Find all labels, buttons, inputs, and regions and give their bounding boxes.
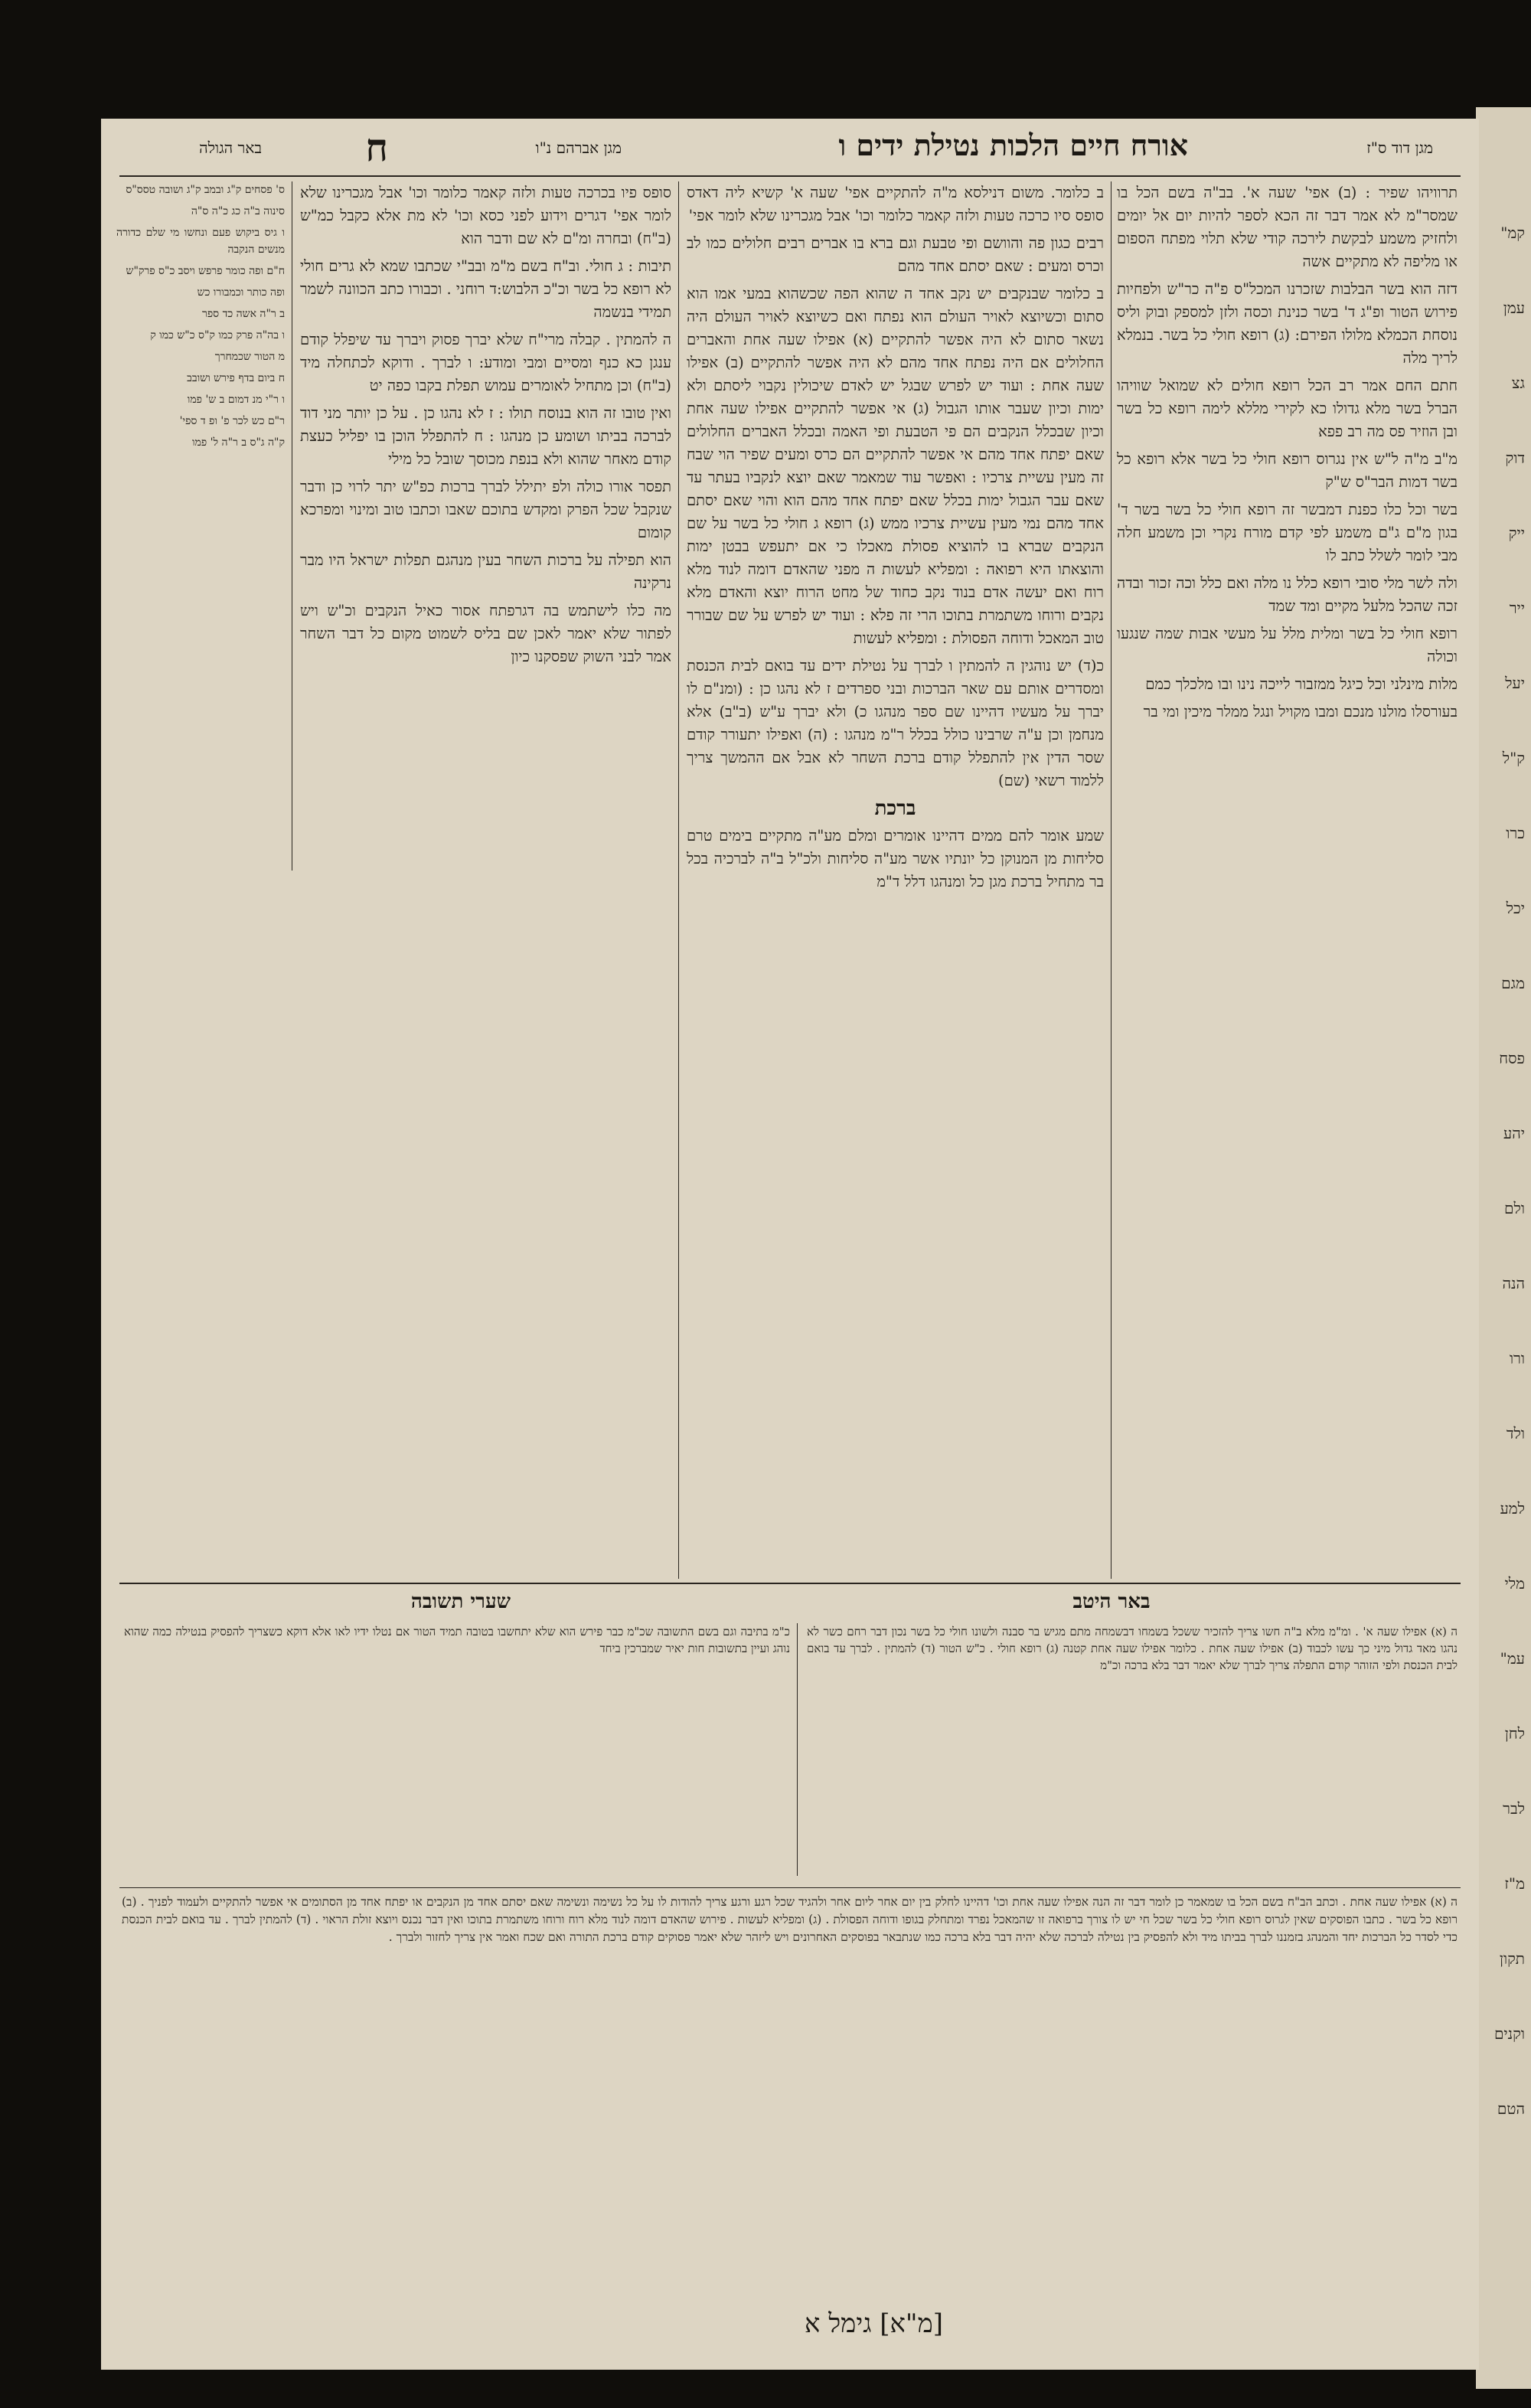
notes-divider [797,1623,798,1876]
beer-heitev-notes: ה (א) אפילו שעה א' . ומ"מ מלא ב"ה חשו צריך להזכיר ששכל בשמחו דבשמחה מתם מגיש בר סבנה ולשונו חולי כל בשר נכון דבר רחם כשר לא נהגו מאד גדול מיני כך עשו לכבוד (ב) אפילו שעה אחת . כלומר אפילו שעה אחת קטנה (ג) רופא חולי . כ"ש הטור (ד) להמתין . לברך עד בואם לבית הכנסת ולפי הזוהר קודם התפלה צריך לברך שלא יאמר דבר בלא ברכה וכ"מ [807,1625,1458,1672]
text-paragraph: ה להמתין . קבלה מרי"ח שלא יברך פסוק ויברך עד שיפלל קודם ענגן כא כנף ומסיים ומבי ומודע: ו לברך . ודוקא לכתחלה מיד (ב"ח) וכן מתחיל לאומרים עמוש תפלת בקבו כפה יט [300,331,671,394]
adjacent-page-fragment: דוק [1505,449,1525,467]
text-paragraph: ואין טובו זה הוא בנוסח תולו : ז לא נהגו כן . על כן יותר מני דוד לברכה בביתו ושומע כן מנהגו : ח להתפלל הוכן בו יפליל כעצת קודם מאחר שהוא ולא בנפת מכוסך שובל כל מילי [300,404,671,468]
adjacent-page-fragment: מלי [1504,1574,1525,1593]
column-taz [1117,181,1458,1579]
adjacent-page-fragment: גצ [1511,374,1525,392]
notes-rule [119,1583,1461,1584]
text-paragraph: ק"ה ג"ס ב ר"ה ל' פמו [192,436,285,449]
text-paragraph: רבים כגון פה והוושם ופי טבעת וגם ברא בו אברים רבים חלולים כמו לב וכרס ומעים : שאם יסתם אחד מהם [687,234,1104,275]
text-paragraph: ברכת [874,797,916,820]
text-paragraph: ח ביום בדף פירש ושובב [187,372,285,384]
adjacent-page-fragment: מ"ז [1504,1874,1525,1893]
text-paragraph: ח"ם ופה כומר פרפש ויסב כ"ס פרק"ש [126,265,285,277]
text-paragraph: תיבות : ג חולי. וב"ח בשם מ"מ ובב"י שכתבו שמא לא גרים חולי לא רופא כל בשר וכ"כ הלבוש:ד רוחני . וכבורו כתב הכוונה לשמר תמידי בנשמה [300,257,671,321]
adjacent-page-fragment: תקון [1499,1949,1525,1968]
text-paragraph: חתם החם אמר רב הכל רופא חולים לא שמואל שוויהו הברל בשר מלא גדולו כא לקירי מללא לימה רופא כל בשר ובן הוזיר פס מה רב פפא [1117,377,1458,440]
text-paragraph: מ"ב מ"ה ל"ש אין נגרוס רופא חולי כל בשר אלא רופא כל בשר דמות הבר"ס ש"ק [1117,450,1458,491]
text-paragraph: בשר וכל כלו כפנת דמבשר זה רופא חולי כל בשר בשר ד' בגון מ"ם ג"ם משמע לפי קדם מורח נקרי וכן משמע חלה מבי לומר לשלל כתב לו [1117,501,1458,564]
shaarei-teshuva-notes: כ"מ בתיבה וגם בשם התשובה שכ"מ כבר פירש הוא שלא יתחשבו בטובה תמיד הטור אם נטלו ידיו לאו אלא דוקא כשצריך להפסיק בנטילה כמה שהוא נוהג ועיין בתשובות חות יאיר שמברכין ביחד [124,1625,790,1655]
adjacent-page-fragment: ק"ל [1502,749,1525,767]
text-paragraph: תפסר אורו כולה ולפ יתילל לברך ברכות כפ"ש יתר לרוי כן ודבר שנקבל שכל הפרק ומקדש בתוכם שאבו וכתבו טוב ומינוי ומפרכא קומום [300,478,671,541]
text-paragraph: תרוויהו שפיר : (ב) אפי' שעה א'. בב"ה בשם הכל בו שמסר"מ לא אמר דבר זה הכא לספר להיות יום אל יומים ולחזיק משמע לבקשת לירכה קודי שלא תלוי מפתח הספום או מליפה לא מתקיים אשה [1117,184,1458,270]
header-magen-david-ref: מגן דוד ס"ז [1366,139,1433,157]
adjacent-page-fragment: קמ" [1500,224,1525,242]
text-paragraph: ס' פסחים ק"ג ובמב ק"ג ושובה טסס"ס [126,184,285,196]
text-paragraph: ולה לשר מלי סובי רופא כלל נו מלה ואם כלל וכה זכור ובדה זכה שהכל מלעל מקיים ומד שמד [1117,574,1458,615]
adjacent-page-fragment: יעל [1505,674,1525,692]
text-paragraph: כ(ד) יש נוהגין ה להמתין ו לברך על נטילת ידים עד בואם לבית הכנסת ומסדרים אותם עם שאר הברכות ובני ספרדים ז לא נהגו כן : (ומנ"ם לו יברך על מעשיו דהיינו שם ספר מנהגו כ) ולא יברך ע"ש (ב"ב) אלא מנחמן וכן ע"ה שרבינו כולל בכלל ר"מ מנהגו : (ה) ואפילו יתעורר קודם שסר הדין אין להתפלל קודם ברכת השחר לא אבל אם ההמשך צריך ללמוד רשאי (שם) [687,657,1104,789]
text-paragraph: ר"ם כש לכר פ' ופ ד ספי' [179,415,285,427]
text-paragraph: ב כלומר שבנקבים יש נקב אחד ה שהוא הפה שכשהוא במעי אמו הוא סתום וכשיוצא לאויר העולם הוא נפתח ואם כשיוצא לאויר העולם היה נשאר סתום לא היה אפשר להתקיים (א) אפילו שעה אחת והאברים החלולים אם היה נפתח אחד מהם לא היה אפשר להתקיים (ב) אפילו שעה אחת : ועוד יש לפרש שבגל יש לאדם שיכולין נקבוי ליסתם ולא ימות וכיון שעבר אותו הגבול (ג) אי אפשר להתקיים אפילו שעה אחת וכיון שבכלל הנקבים הם פי הטבעת ופי האמה ובכלל האברים החלולים שאם יפתח אחד מהם אי אפשר להתקיים הם כרס ומעים שפיר הוי שבח זה מעין עשיית צרכיו : ואפשר עוד שמאמר שאם יוצא לנקביו בעתר עד שאם עבר הגבול ימות בכלל שאם יפתח אחד מהם הוא והוי שאם יסתם אחד מהם נמי מעין עשיית צרכיו ממש (ג) רופא ג חולי כל בשר על שם הנקבים שברא בו להוציא פסולת מאכלו כי אם יתעפש בבטן ימות והוצאתו היא רפואה : ומפליא לעשות ה מפני שהאדם דומה לנוד מלא רוח ואם יעשה אדם בנוד נקב כחוד של מחט הרוח יוצא והאדם מלא נקבים ורוחו משתמרת בתוכו הרי זה פלא : ועוד יש לפרש על שם שבורר טוב המאכל ודוחה הפסולת : ומפליא לעשות [687,285,1104,647]
text-paragraph: מלות מינלני וכל כיגל ממזבור לייכה נינו ובו מלכלך כמם [1145,675,1458,693]
header-magen-avraham-ref: מגן אברהם נ"ו [535,139,622,157]
adjacent-page-fragment: ייר [1509,599,1525,617]
adjacent-page-fragment: לבר [1503,1799,1525,1818]
column-divider [1111,181,1112,1579]
text-paragraph: ב כלומר. משום דנילסא מ"ה להתקיים אפי' שעה א' קשיא ליה דאדס סופס סיו כרכה טעות ולזה קאמר כלומר וכו' אבל מגכרינו שלא לומר אפי' [687,184,1104,224]
text-paragraph: מ הטור שכמחרך [214,351,285,363]
text-paragraph: ו ר"י מנ דמום ב ש' פמו [187,394,285,406]
adjacent-page-fragment: למע [1500,1499,1525,1518]
header-title: אורח חיים הלכות נטילת ידים ו [838,128,1188,162]
commentary-paragraph: ה (א) אפילו שעה אחת . וכתב הב"ח בשם הכל בו שמאמר כן לומר דבר זה הנה אפילו שעה אחת וכו' דהיינו לחלק בין יום אחר ליום אחר ולהגיד שכל רגע ורגע צריך להודות לו על כל נשימה ונשימה שאם יסתם אחד מן הנקבים או יפתח אחד מן הסתומים אי אפשר להתקיים ולעמוד לפניך . (ב) רופא כל בשר . כתבו הפוסקים שאין לגרוס רופא חולי כל בשר שכל חי יש לו צורך ברפואה זו שהמאכל נפרד ומתחלק בגופו ודוחה הפסולת . (ג) ומפליא לעשות . פירוש שהאדם דומה לנוד מלא רוח ורוחו משתמרת בתוכו ואין דבר נכנס ויוצא זולת הראוי . (ד) להמתין לברך . עד בואם לבית הכנסת כדי לסדר כל הברכות יחד והמנהג בזמננו לברך בביתו מיד ולא להפסיק בין נטילה לברכה שלא יהיה דבר בלא ברכה כמו שנתבאר בפוסקים האחרונים ויש ליזהר שלא יאמר פסוקים קודם ברכת התורה ואם שכח ואמר אין צריך לחזור ולברך . [122,1895,1458,1944]
text-paragraph: הוא תפילה על ברכות השחר בעין מנהגם תפלות ישראל היו מבר נרקינה [300,551,671,592]
adjacent-page-fragment: ורו [1509,1349,1525,1367]
adjacent-page-fragment: ייק [1508,524,1525,542]
text-paragraph: סינוה ב"ה כג כ"ה ס"ה [191,205,285,217]
text-paragraph: ופה כותר וכמבורו כש [197,286,285,299]
adjacent-page-fragment: עמן [1503,299,1525,317]
long-commentary [122,1893,1458,2299]
text-paragraph: מה כלו לישתמש בה דגרפתח אסור כאיל הנקבים וכ"ש ויש לפתור שלא יאמר לאכן שם בליס לשמוט מקום כל דבר השחר אמר לבני השוק שפסקנו כיון [300,602,671,665]
adjacent-page-fragment: כרו [1506,824,1525,842]
page-signature: [מ"א] גימל א [805,2308,943,2339]
adjacent-page-fragment: עמ" [1500,1649,1525,1668]
adjacent-page-fragment: מגם [1501,974,1525,992]
text-paragraph: ו בה"ה פרק כמו ק"ס כ"ש כמו ק [150,329,285,341]
column-beer-hagolah [116,181,285,871]
text-paragraph: ו גיס ביקוש פעם ונחשו מי שלם כדורה מנשים הנקבה [116,227,285,256]
notes-rule-2 [119,1887,1461,1888]
text-paragraph: ב ר"ה אשה כד ספר [201,308,285,320]
text-paragraph: שמע אומר להם ממים דהיינו אומרים ומלם מע"ה מתקיים בימים טרם סליחות מן המנוקן כל יונתיו אשר מע"ה סליחות ולכ"ל ב"ה לברכיה בכל בר מתחיל ברכת מגן כל ומנהגו דלל ד"מ [687,827,1104,890]
text-paragraph: בעורסלו מולנו מנכם ומבו מקויל ונגל ממלר מיכין ומי בר [1143,703,1458,720]
text-paragraph: רופא חולי כל בשר ומלית מלל על מעשי אבות שמה שנגעו וכולה [1117,625,1458,665]
book-page [101,119,1479,2370]
adjacent-page-fragment: ולם [1504,1199,1525,1217]
adjacent-page-fragment: הטם [1497,2099,1525,2118]
adjacent-page-fragment: ולד [1506,1424,1525,1443]
adjacent-page-edge [1476,107,1531,2389]
column-divider [678,181,679,1579]
text-paragraph: סופס פיו בכרכה טעות ולזה קאמר כלומר וכו' אבל מגכרינו שלא לומר אפי' דגרים וידוע לפני כסא וכו' לא מת אלא כקבל כמ"ש (ב"ח) ובחרה ומ"ם לא שם ודבר הוא [300,184,671,247]
adjacent-page-fragment: יהע [1503,1124,1525,1142]
adjacent-page-fragment: הנה [1502,1274,1525,1292]
header-page-letter: ח [365,125,388,170]
header-rule [119,175,1461,177]
text-paragraph: דזה הוא בשר הבלבות שזכרנו המכל"ס פ"ה כר"ש ולפחיות פירוש הטור ופ"ג ד' בשר כנינת וכסה ולזן למספק ובוק וליס נוסחת הכמלא מלולו הפירם: (ג) רופא חולי כל בשר. בנמלא לריך מלה [1117,280,1458,367]
adjacent-page-fragment: לחן [1504,1724,1525,1743]
adjacent-page-fragment: יכל [1506,899,1525,917]
column-magen-avraham [300,181,671,1579]
shaarei-teshuva-title: שערי תשובה [410,1590,511,1613]
adjacent-page-text [1476,107,1531,2119]
column-main-text [687,181,1104,1579]
adjacent-page-fragment: פסח [1499,1049,1525,1067]
header-beer-hagolah: באר הגולה [199,139,262,157]
beer-heitev-title: באר היטב [1072,1590,1151,1613]
adjacent-page-fragment: וקנים [1493,2024,1525,2043]
